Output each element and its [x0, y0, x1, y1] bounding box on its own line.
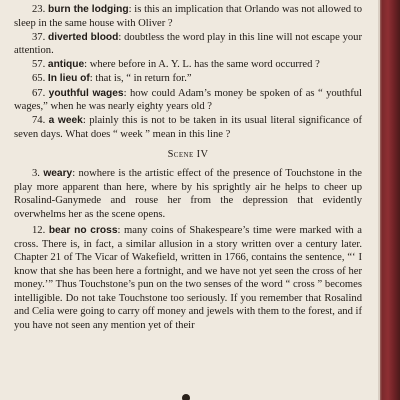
note-text: : is this an implication that Orlando was not allowed to sleep in the same house with Oliver ?: [14, 4, 362, 29]
note-number: 67.: [32, 87, 46, 99]
book-binding-edge: [378, 0, 400, 400]
note-keyword: bear no cross: [48, 224, 118, 236]
note-keyword: weary: [43, 168, 73, 180]
note-number: 74.: [32, 115, 46, 127]
note-keyword: youthful wages: [48, 87, 124, 99]
note-number: 3.: [32, 168, 40, 180]
note-67: [14, 87, 362, 114]
note-57: [14, 58, 362, 72]
note-number: 57.: [32, 59, 46, 71]
note-3: [14, 167, 362, 221]
note-12: [14, 224, 362, 333]
note-number: 37.: [32, 31, 46, 43]
note-text: : doubtless the word play in this line will not escape your attention.: [14, 31, 363, 57]
note-text: : how could Adam’s money be spoken of as “ youthful wages,” when he was nearly eighty years old ?: [14, 87, 362, 113]
note-text: : plainly this is not to be taken in its usual literal significance of seven days. What does “ week ” mean in this line ?: [14, 115, 362, 140]
note-text: : nowhere is the artistic effect of the presence of Touchstone in the play more apparent than here, where by his sprightly air he helps to cheer up Rosalind-Ganymede and rouse her from the depression that evidently overwhelms her as the scene opens.: [14, 168, 362, 220]
note-65: [14, 72, 362, 86]
note-keyword: burn the lodging: [48, 4, 129, 15]
note-text: : many coins of Shakespeare’s time were marked with a cross. There is, in fact, a similar allusion in a story written over a century later. Chapter 21 of The Vicar of Wakefield, written in 1766, contains the sentence, “‘ I know that she has been here a fortnight, and we have not yet seen the cross of her money.’” Thus Touchstone’s pun on the two senses of the word “ cross ” becomes intelligible. Do not take Touchstone too seriously. If you remember that Rosalind and Celia were going to carry off money and jewels with them to the forest, and if you have not seen any mention yet of their: [14, 224, 362, 332]
note-keyword: In lieu of: [47, 73, 90, 85]
note-37: [14, 31, 362, 58]
note-number: 65.: [32, 73, 46, 85]
note-keyword: diverted blood: [48, 31, 119, 43]
note-text: : that is, “ in return for.”: [89, 73, 192, 85]
note-74: [14, 114, 362, 141]
note-text: : where before in A. Y. L. has the same word occurred ?: [84, 59, 320, 71]
notes-column: [14, 3, 362, 333]
note-number: 12.: [32, 224, 46, 236]
note-23: [14, 3, 362, 30]
scene-heading: Scene IV: [167, 149, 209, 161]
note-keyword: a week: [48, 115, 83, 127]
page-bottom-mark: [182, 394, 190, 400]
note-number: 23.: [32, 4, 46, 15]
note-keyword: antique: [47, 59, 85, 71]
